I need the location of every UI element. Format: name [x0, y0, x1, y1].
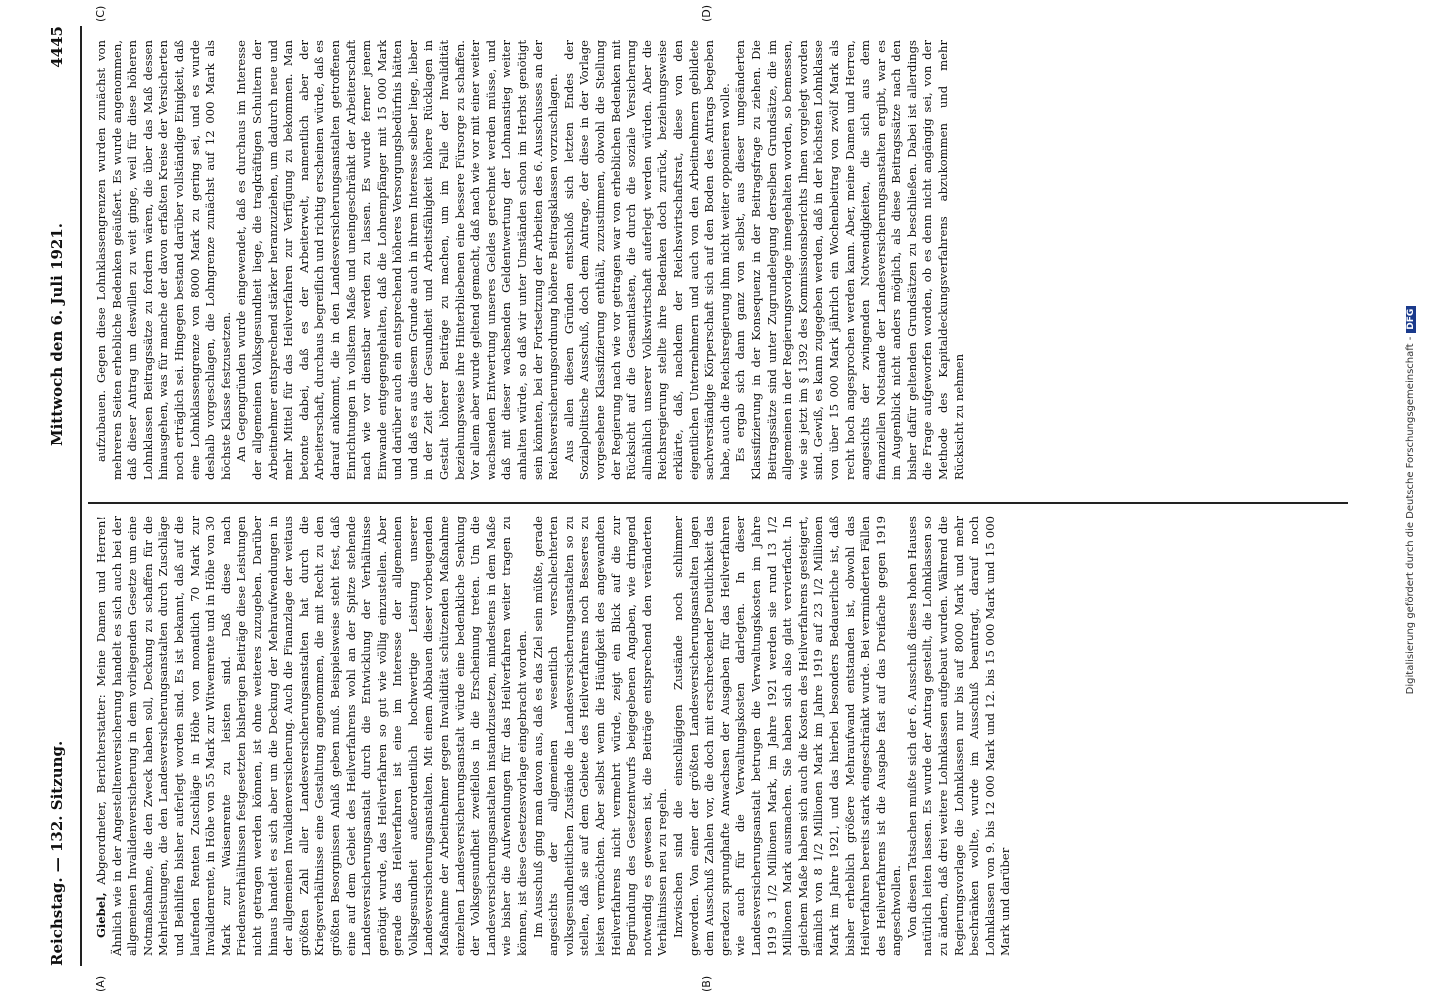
right-column — [94, 40, 1344, 480]
left-paragraph-2: Im Ausschuß ging man davon aus, daß es das Ziel sein müßte, gerade angesichts der allgemeinen wesentlich verschlechterten volksgesundheitlichen Zustände die Landesversicherungsanstalten so zu stellen, daß sie auf dem Gebiete des Heilverfahrens noch Besseres zu leisten vermöchten. Aber selbst wenn die Häufigkeit des angewandten Heilverfahrens nicht vermehrt würde, zeigt ein Blick auf die zur Begründung des Gesetzentwurfs beigegebenen Angaben, wie dringend notwendig es gewesen ist, die Beiträge entsprechend den veränderten Verhältnissen neu zu regeln. — [530, 516, 670, 956]
dfg-logo: DFG — [1406, 306, 1416, 333]
left-paragraph-3: Inzwischen sind die einschlägigen Zustände noch schlimmer geworden. Von einer der größten Landesversicherungsanstalten lagen dem Ausschuß Zahlen vor, die doch mit erschreckender Deutlichkeit das geradezu sprunghafte Anwachsen der Ausgaben für das Heilverfahren wie auch für die Verwaltungskosten darlegten. In dieser Landesversicherungsanstalt betrugen die Verwaltungskosten im Jahre 1919 3 1/2 Millionen Mark, im Jahre 1921 werden sie rund 13 1/2 Millionen Mark ausmachen. Sie haben sich also glatt vervierfacht. In gleichem Maße haben sich auch die Kosten des Heilverfahrens gesteigert, nämlich von 8 1/2 Millionen Mark im Jahre 1919 auf 23 1/2 Millionen Mark im Jahre 1921, und das hierbei besonders Bedauerliche ist, daß bisher erheblich größere Mehraufwand entstanden ist, obwohl das Heilverfahren bereits stark eingeschränkt wurde. Bei verminderten Fällen des Heilverfahrens ist die Ausgabe fast auf das Dreifache gegen 1919 angeschwollen. — [670, 516, 904, 956]
margin-marker-d: (D) — [700, 4, 713, 22]
right-paragraph-2: An Gegengründen wurde eingewendet, daß es durchaus im Interesse der allgemeinen Volksgesundheit liege, die tragkräftigen Schultern der Arbeitnehmer entsprechend stärker heranzuziehen, um dadurch neue und mehr Mittel für das Heilverfahren zur Verfügung zu bekommen. Man betonte dabei, daß es der Arbeiterwelt, namentlich aber der Arbeiterschaft, durchaus begreiflich und richtig erscheinen würde, daß es darauf ankommt, die in den Landesversicherungsanstalten getroffenen Einrichtungen in vollstem Maße und uneingeschränkt der Arbeiterschaft nach wie vor dienstbar werden zu lassen. Es wurde ferner jenem Einwande entgegengehalten, daß die Lohnempfänger mit 15 000 Mark und darüber auch ein entsprechend höheres Versorgungsbedürfnis hätten und daß es aus diesem Grunde auch in ihrem Interesse selber liege, lieber in der Zeit der Gesundheit und Arbeitsfähigkeit höhere Rücklagen in Gestalt höherer Beiträge zu machen, um im Falle der Invalidität beziehungsweise ihre Hinterbliebenen eine bessere Fürsorge zu schaffen. Vor allem aber wurde geltend gemacht, daß nach wie vor mit einer weiter wachsenden Entwertung unseres Geldes gerechnet werden müsse, und daß mit dieser wachsenden Geldentwertung der Lohnanstieg weiter anhalten würde, so daß wir unter Umständen schon im Herbst genötigt sein könnten, bei der Fortsetzung der Arbeiten des 6. Ausschusses an der Reichsversicherungsordnung höhere Beitragsklassen vorzuschlagen. — [234, 40, 561, 480]
left-column — [94, 516, 1344, 956]
margin-marker-b: (B) — [700, 975, 713, 992]
header-date: Mittwoch den 6. Juli 1921. — [48, 223, 66, 446]
margin-marker-a: (A) — [94, 975, 107, 992]
margin-marker-c: (C) — [94, 5, 107, 22]
header-title: Reichstag. — 132. Sitzung. — [48, 740, 66, 966]
page-number: 4445 — [48, 26, 66, 68]
speaker-role: Abgeordneter, Berichterstatter: — [94, 694, 108, 885]
digitization-text: Digitalisierung gefördert durch die Deutsche Forschungsgemeinschaft - — [1405, 336, 1416, 695]
column-divider — [88, 502, 1348, 504]
right-paragraph-1: aufzubauen. Gegen diese Lohnklassengrenzen wurden zunächst von mehreren Seiten erhebliche Bedenken geäußert. Es wurde angenommen, daß dieser Antrag um deswillen zu weit ginge, weil für diese höheren Lohnklassen Beitragssätze zu fordern wären, die über das Maß dessen hinausgehen, was für manche der davon erfaßten Kreise der Versicherten noch erträglich sei. Hingegen bestand darüber vollständige Einigkeit, daß eine Lohnklassengrenze von 8000 Mark zu gering sei, und es wurde deshalb vorgeschlagen, die Lohngrenze zunächst auf 12 000 Mark als höchste Klasse festzusetzen. — [94, 40, 233, 480]
speaker-name: Giebel, — [94, 892, 108, 938]
left-paragraph-1 — [94, 516, 531, 956]
left-paragraph-1-text: Meine Damen und Herren! Ähnlich wie in der Angestelltenversicherung handelt es sich auch bei der allgemeinen Invalidenversicherung in dem vorliegenden Gesetze um eine Notmaßnahme, die den Zweck haben soll, Deckung zu schaffen für die Mehrleistungen, die den Landesversicherungsanstalten durch Zuschläge und Beihilfen bisher auferlegt worden sind. Es ist bekannt, daß auf die laufenden Renten Zuschläge in Höhe von monatlich 70 Mark zur Invalidenrente, in Höhe von 55 Mark zur Witwenrente und in Höhe von 30 Mark zur Waisenrente zu leisten sind. Daß diese nach Friedensverhältnissen festgesetzten bisherigen Beiträge diese Leistungen nicht getragen werden können, ist ohne weiteres zuzugeben. Darüber hinaus handelt es sich aber um die Deckung der Mehraufwendungen in der allgemeinen Invalidenversicherung. Auch die Finanzlage der weitaus größten Zahl aller Landesversicherungsanstalten hat durch die Kriegsverhältnisse eine Gestaltung angenommen, die mit Recht zu den größten Besorgnissen Anlaß geben muß. Beispielsweise steht fest, daß eine auf dem Gebiet des Heilverfahrens wohl an der Spitze stehende Landesversicherungsanstalt durch die Entwicklung der Verhältnisse genötigt wurde, das Heilverfahren so gut wie völlig einzustellen. Aber gerade das Heilverfahren ist eine im Interesse der allgemeinen Volksgesundheit außerordentlich hochwertige Leistung unserer Landesversicherungsanstalten. Mit einem Abbauen dieser vorbeugenden Maßnahme der Arbeitnehmer gegen Invalidität schützenden Maßnahme einzelnen Landesversicherungsanstalt würde eine bedenkliche Senkung der Volksgesundheit zweifellos in die Erscheinung treten. Um die Landesversicherungsanstalten instandzusetzen, mindestens in dem Maße wie bisher die Aufwendungen für das Heilverfahren weiter tragen zu können, ist diese Gesetzesvorlage eingebracht worden. — [94, 516, 530, 956]
digitization-note — [1405, 0, 1416, 1000]
page-header — [38, 26, 78, 966]
right-paragraph-4: Es ergab sich dann ganz von selbst, aus dieser umgeänderten Klassifizierung in der Konsequenz in der Beitragsfrage zu ziehen. Die Beitragssätze sind unter Zugrundelegung derselben Grundsätze, die im allgemeinen in der Regierungsvorlage innegehalten worden, so bemessen, wie sie jetzt im § 1392 des Kommissionsberichts Ihnen vorgelegt worden sind. Gewiß, es kann zugegeben werden, daß in der höchsten Lohnklasse von über 15 000 Mark jährlich ein Wochenbeitrag von zwölf Mark als recht hoch angesprochen werden kann. Aber, meine Damen und Herren, angesichts der zwingenden Notwendigkeiten, die sich aus dem finanziellen Notstande der Landesversicherungsanstalten ergibt, war es im Augenblick nicht anders möglich, als diese Beitragssätze nach den bisher dafür geltenden Grundsätzen zu beschließen. Dabei ist allerdings die Frage aufgeworfen worden, ob es denn nicht angängig sei, von der Methode des Kapitaldeckungsverfahrens abzukommen und mehr Rücksicht zu nehmen — [733, 40, 966, 480]
left-paragraph-4: Von diesen Tatsachen mußte sich der 6. Ausschuß dieses hohen Hauses natürlich leiten lassen. Es wurde der Antrag gestellt, die Lohnklassen so zu ändern, daß drei weitere Lohnklassen aufgebaut wurden. Während die Regierungsvorlage die Lohnklassen nur bis auf 8000 Mark und mehr beschränken wollte, wurde im Ausschuß beantragt, darauf noch Lohnklassen von 9. bis 12 000 Mark und 12. bis 15 000 Mark und 15 000 Mark und darüber — [904, 516, 1013, 956]
right-paragraph-3: Aus allen diesen Gründen entschloß sich letzten Endes der Sozialpolitische Ausschuß, doch dem Antrage, der diese in der Vorlage vorgesehene Klassifizierung enthält, zuzustimmen, obwohl die Stellung der Regierung nach wie vor getragen war von erheblichen Bedenken mit Rücksicht auf die Gesamtlasten, die durch die soziale Versicherung allmählich unserer Volkswirtschaft auferlegt werden würden. Aber die Reichsregierung stellte ihre Bedenken doch zurück, beziehungsweise erklärte, daß, nachdem der Reichswirtschaftsrat, diese von den eigentlichen Unternehmern und auch von den Arbeitnehmern gebildete sachverständige Körperschaft sich auf den Boden des Antrags begeben habe, auch die Reichsregierung ihm nicht weiter opponieren wolle. — [561, 40, 732, 480]
header-rule — [80, 26, 82, 966]
